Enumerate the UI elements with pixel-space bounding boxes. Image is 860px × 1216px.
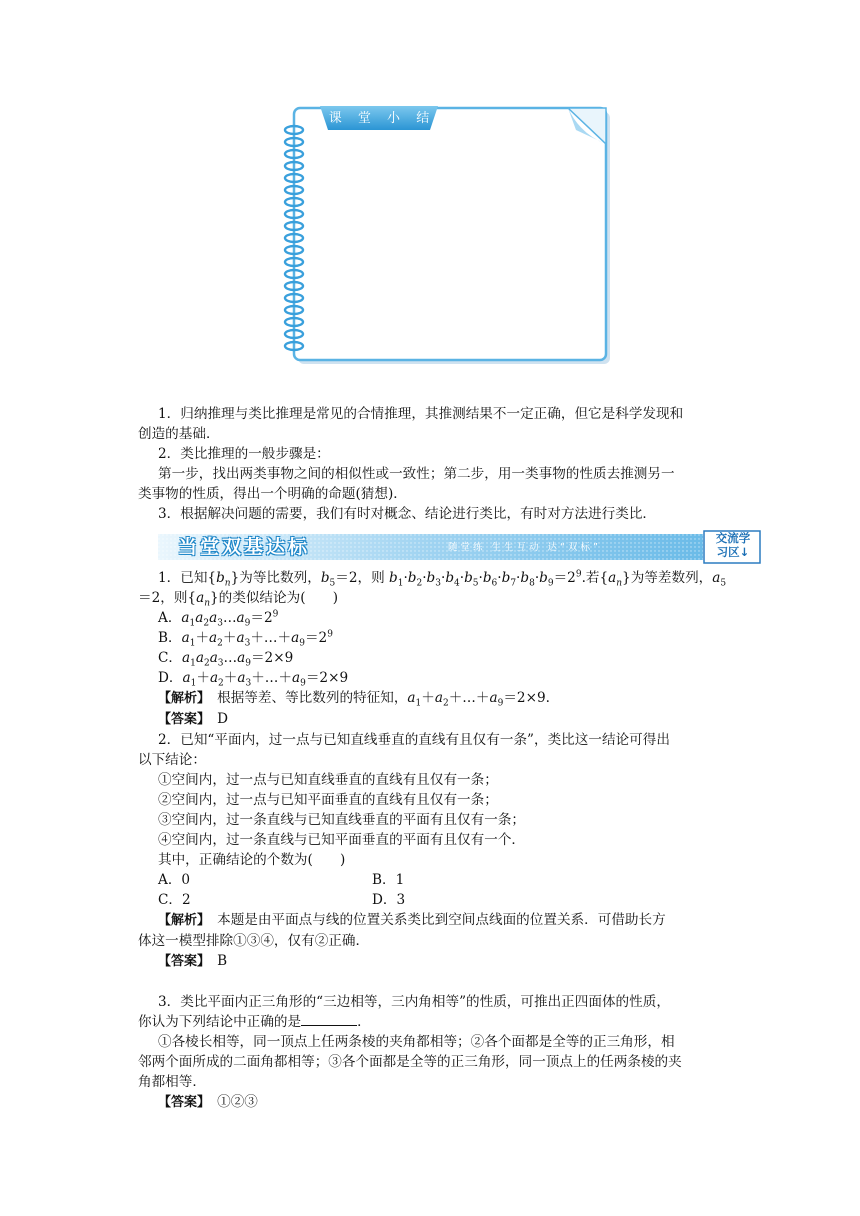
q1-stem-e: .若{ (581, 570, 609, 586)
q1-stem-line2: ＝2，则$\{a_n\}$的类似结论为( ) (138, 590, 339, 609)
summary-3-line2: 类事物的性质，得出一个明确的命题(猜想)． (138, 486, 407, 502)
banner-side-line2: 习区↓ (716, 545, 750, 559)
q3-answer (138, 1092, 734, 1113)
q1-stem-b: }为等比数列， (230, 570, 321, 586)
summary-4: 3．根据解决问题的需要，我们有时对概念、结论进行类比，有时对方法进行类比． (158, 506, 657, 522)
q2-option-a: A．0 (158, 872, 191, 888)
notebook-title: 课 堂 小 结 (328, 111, 436, 126)
q1-stem-line1: 1．已知$\{b_n\}$为等比数列，$b_5=2$，则 $b_1\cdot b_2\cdot b_3\cdot b_4\cdot b_5\cdot b_6\cdot b_7\cdot b_8\cdot b_9=2^9$.若$\{a_n\}$为等差数列，$a_5$ (158, 569, 727, 589)
q2-ask: 其中，正确结论的个数为( ) (158, 852, 346, 868)
q2-analysis-text: 本题是由平面点与线的位置关系类比到空间点线面的位置关系．可借助长方 (217, 912, 666, 928)
q1-analysis: 【解析】 根据等差、等比数列的特征知，$a_1+a_2+\dots+a_9=2\times 9$. (158, 690, 550, 709)
q2-analysis-line2: 体这一模型排除①③④，仅有②正确． (138, 933, 370, 949)
q1-stem2-b: }的类似结论为( ) (210, 590, 339, 606)
q3-stem-line1: 3．类比平面内正三角形的“三边相等，三内角相等”的性质，可推出正四面体的性质， (158, 994, 670, 1010)
summary-section (138, 404, 734, 524)
q1-stem-d: ＝2 (553, 570, 576, 586)
q3-answer-blank (301, 1013, 357, 1026)
summary-2: 2．类比推理的一般步骤是： (158, 446, 330, 462)
banner-side-line1: 交流学 (715, 531, 751, 545)
q3-body-line1: ①各棱长相等，同一顶点上任两条棱的夹角都相等；②各个面都是全等的正三角形，相 (158, 1034, 675, 1050)
q3-body-line3: 角都相等． (138, 1074, 206, 1090)
q1-analysis-tail: ＝2×9. (503, 690, 550, 706)
q3-stem2-text: 你认为下列结论中正确的是 (138, 1014, 302, 1030)
q1-option-d: D．$a_1+a_2+a_3+\dots+a_9=2\times 9$ (158, 670, 349, 689)
q1-stem-f: }为等差数列， (622, 570, 713, 586)
q2-answer-value: B (217, 953, 228, 969)
q1-stem-c: ＝2，则 (335, 570, 390, 586)
q3-stem-line2 (138, 1012, 734, 1032)
q3-stem2-end: ． (357, 1014, 371, 1030)
summary-notebook (280, 100, 615, 368)
q1-option-c: C．$a_1a_2a_3\dots a_9=2\times 9$ (158, 650, 294, 669)
q2-item-1: ①空间内，过一点与已知直线垂直的直线有且仅有一条； (158, 772, 498, 788)
q1-stem2-a: ＝2，则{ (138, 590, 197, 606)
q1-answer-value: D (217, 711, 229, 727)
analysis-label: 【解析】 (158, 913, 204, 928)
q2-options-row1 (138, 870, 734, 890)
notebook-frame-graphic (280, 100, 615, 368)
q2-item-3: ③空间内，过一条直线与已知直线垂直的平面有且仅有一条； (158, 812, 526, 828)
q2-option-d: D．3 (372, 892, 406, 908)
answer-label: 【答案】 (158, 1095, 204, 1110)
banner-subtitle: 随堂练 生生互动 达“双标” (448, 542, 601, 553)
summary-1-line2: 创造的基础． (138, 426, 220, 442)
spacer (138, 972, 734, 992)
summary-3-line1: 第一步，找出两类事物之间的相似性或一致性；第二步，用一类事物的性质去推测另一 (158, 466, 675, 482)
q3-body-line2: 邻两个面所成的二面角都相等；③各个面都是全等的正三角形，同一顶点上的任两条棱的夹 (138, 1054, 682, 1070)
q2-option-b: B．1 (372, 872, 405, 888)
summary-1-line1: 1．归纳推理与类比推理是常见的合情推理，其推测结果不一定正确，但它是科学发现和 (158, 406, 684, 422)
q2-item-4: ④空间内，过一条直线与已知平面垂直的平面有且仅有一个． (158, 832, 526, 848)
q2-answer (138, 951, 734, 972)
answer-label: 【答案】 (158, 954, 204, 969)
q1-answer (138, 709, 734, 730)
q2-option-c: C．2 (158, 892, 191, 908)
q1-option-b: B．$a_1+a_2+a_3+\dots+a_9=2^9$ (158, 629, 333, 649)
q2-stem-line1: 2．已知“平面内，过一点与已知直线垂直的直线有且仅有一条”，类比这一结论可得出 (158, 732, 670, 748)
questions-section (138, 568, 734, 1113)
q2-stem-line2: 以下结论： (138, 752, 206, 768)
q2-analysis-line1 (138, 910, 734, 931)
q1-stem-a: 已知{ (180, 570, 217, 586)
answer-label: 【答案】 (158, 712, 204, 727)
q2-options-row2 (138, 890, 734, 910)
q3-answer-value: ①②③ (217, 1094, 258, 1110)
q1-option-a: A．$a_1a_2a_3\dots a_9=2^9$ (158, 609, 279, 629)
q1-analysis-text: 根据等差、等比数列的特征知， (217, 690, 408, 706)
banner-side-label (706, 531, 760, 563)
q2-item-2: ②空间内，过一点与已知平面垂直的直线有且仅有一条； (158, 792, 498, 808)
banner-title: 当堂双基达标 (178, 536, 311, 558)
q1-number: 1． (158, 570, 181, 586)
analysis-label: 【解析】 (158, 691, 204, 706)
